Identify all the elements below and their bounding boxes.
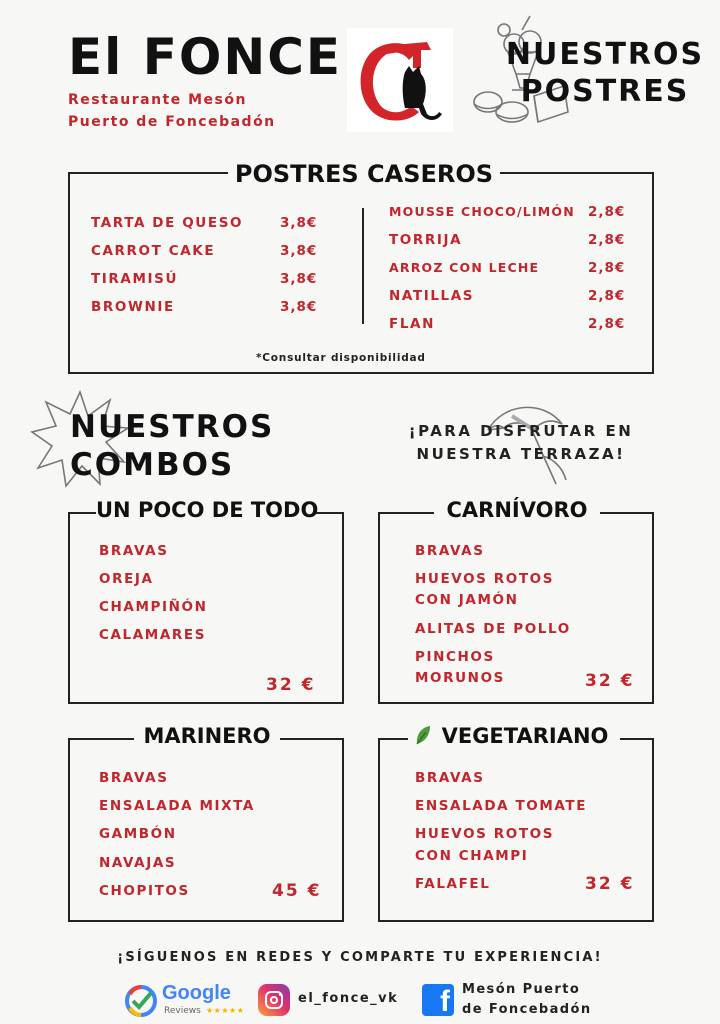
combo-item: CON CHAMPI	[415, 848, 529, 864]
header-postres-line2: POSTRES	[520, 74, 690, 109]
dessert-price: 2,8€	[588, 260, 626, 276]
instagram-icon[interactable]	[258, 984, 290, 1016]
dessert-price: 2,8€	[588, 232, 626, 248]
combo-title-un-poco-de-todo: UN POCO DE TODO	[96, 498, 319, 522]
instagram-handle[interactable]: el_fonce_vk	[298, 991, 399, 1006]
dessert-name: CARROT CAKE	[91, 243, 216, 259]
combo-title-vegetariano-text: VEGETARIANO	[441, 724, 609, 748]
dessert-price: 3,8€	[280, 243, 318, 259]
leaf-icon	[414, 724, 432, 746]
facebook-page[interactable]	[462, 980, 591, 1020]
facebook-line1: Mesón Puerto	[462, 982, 581, 997]
terraza-line2: NUESTRA TERRAZA!	[416, 445, 626, 463]
combo-item: OREJA	[99, 571, 154, 587]
terraza-line1: ¡PARA DISFRUTAR EN	[408, 422, 634, 440]
dessert-name: TIRAMISÚ	[91, 271, 179, 287]
combo-price: 32 €	[585, 874, 635, 894]
combo-item: CHAMPIÑÓN	[99, 599, 208, 615]
dessert-name: BROWNIE	[91, 299, 175, 315]
dessert-price: 3,8€	[280, 271, 318, 287]
availability-note: *Consultar disponibilidad	[256, 352, 426, 364]
combo-price: 32 €	[585, 671, 635, 691]
combos-title-line2: COMBOS	[70, 447, 235, 483]
google-label: Google	[162, 982, 231, 1004]
star-rating-icon: ★★★★★	[206, 1006, 245, 1015]
combos-title	[70, 408, 274, 484]
combo-item: PINCHOS	[415, 649, 495, 665]
dessert-name: NATILLAS	[389, 288, 475, 304]
header-nuestros-postres	[505, 36, 705, 110]
dessert-price: 3,8€	[280, 215, 318, 231]
combo-price: 32 €	[266, 675, 316, 695]
dessert-name: TORRIJA	[389, 232, 463, 248]
combo-item: MORUNOS	[415, 670, 505, 686]
combo-item: FALAFEL	[415, 876, 491, 892]
combo-item: GAMBÓN	[99, 826, 177, 842]
combo-item: ALITAS DE POLLO	[415, 621, 571, 637]
combo-title-carnivoro: CARNÍVORO	[434, 498, 600, 522]
facebook-line2: de Foncebadón	[462, 1002, 592, 1017]
combo-item: BRAVAS	[415, 543, 485, 559]
header-postres-line1: NUESTROS	[505, 37, 705, 72]
combo-title-marinero: MARINERO	[134, 724, 280, 748]
dessert-name: MOUSSE CHOCO/LIMÓN	[389, 204, 575, 219]
dessert-price: 2,8€	[588, 316, 626, 332]
combo-item: HUEVOS ROTOS	[415, 826, 555, 842]
combo-item: BRAVAS	[99, 770, 169, 786]
restaurant-subtitle-line2: Puerto de Foncebadón	[68, 114, 276, 130]
column-divider	[362, 208, 364, 324]
combo-item: NAVAJAS	[99, 855, 177, 871]
gothic-letter-cat-logo-icon	[347, 28, 453, 132]
dessert-price: 3,8€	[280, 299, 318, 315]
dessert-price: 2,8€	[588, 204, 626, 220]
dessert-name: FLAN	[389, 316, 435, 332]
dessert-name: ARROZ CON LECHE	[389, 260, 540, 275]
combo-item: ENSALADA MIXTA	[99, 798, 255, 814]
combo-item: ENSALADA TOMATE	[415, 798, 588, 814]
combo-item: BRAVAS	[99, 543, 169, 559]
combo-price: 45 €	[272, 881, 322, 901]
google-sub: Reviews	[164, 1006, 201, 1016]
combo-title-vegetariano	[408, 724, 620, 748]
combo-item: BRAVAS	[415, 770, 485, 786]
facebook-icon[interactable]: f	[422, 984, 454, 1016]
social-headline: ¡SÍGUENOS EN REDES Y COMPARTE TU EXPERIENCIA!	[117, 950, 603, 965]
dessert-name: TARTA DE QUESO	[91, 215, 244, 231]
postres-caseros-title: POSTRES CASEROS	[228, 160, 500, 188]
combos-title-line1: NUESTROS	[70, 409, 275, 445]
combo-item: HUEVOS ROTOS	[415, 571, 555, 587]
combo-item: CON JAMÓN	[415, 592, 519, 608]
combo-item: CALAMARES	[99, 627, 207, 643]
terraza-tagline	[398, 420, 644, 466]
combo-item: CHOPITOS	[99, 883, 190, 899]
dessert-price: 2,8€	[588, 288, 626, 304]
restaurant-subtitle-line1: Restaurante Mesón	[68, 92, 247, 108]
google-reviews-badge[interactable]	[124, 982, 246, 1020]
restaurant-name: El FONCE	[68, 28, 343, 86]
